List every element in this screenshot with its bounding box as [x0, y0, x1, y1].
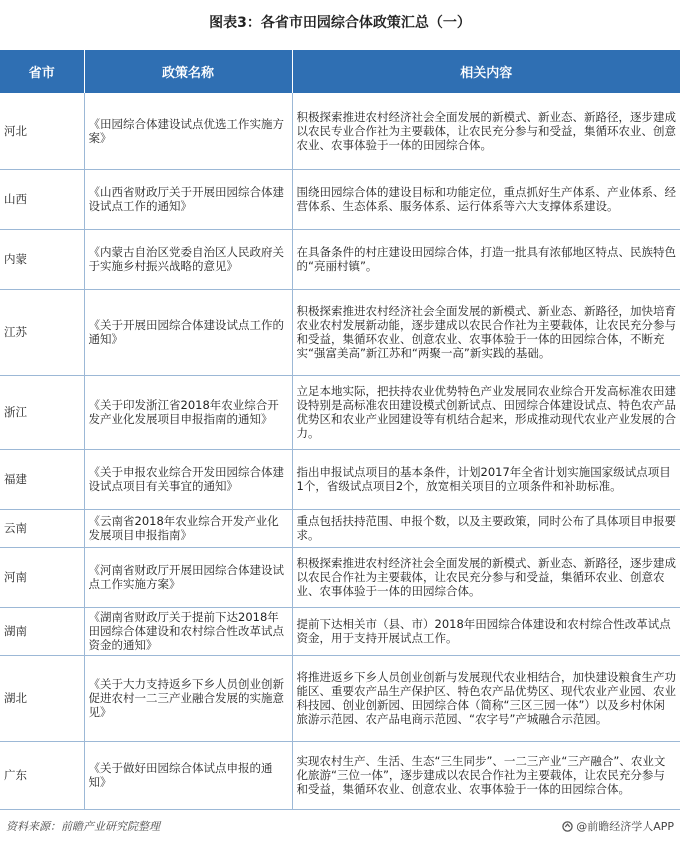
page-title: 图表3：各省市田园综合体政策汇总（一）: [209, 15, 471, 31]
province-cell: 山西: [0, 169, 84, 229]
province-cell: 云南: [0, 509, 84, 547]
table-row: [0, 741, 680, 809]
table-row: [0, 509, 680, 547]
province-cell: 内蒙: [0, 229, 84, 289]
content-cell: 积极探索推进农村经济社会全面发展的新模式、新业态、新路径，逐步建成以农民合作社为主要载体，让农民充分参与和受益，集循环农业、创意农业、农事体验于一体的田园综合体。: [292, 547, 680, 607]
policy-name-cell: 《田园综合体建设试点优选工作实施方案》: [84, 93, 292, 169]
province-cell: 福建: [0, 449, 84, 509]
footer: [0, 814, 680, 836]
content-cell: 重点包括扶持范围、申报个数，以及主要政策，同时公布了具体项目申报要求。: [292, 509, 680, 547]
table-row: [0, 655, 680, 741]
province-cell: 江苏: [0, 289, 84, 375]
table-header-row: [0, 50, 680, 93]
content-cell: 立足本地实际，把扶持农业优势特色产业发展同农业综合开发高标准农田建设特别是高标准农田建设模式创新试点、田园综合体建设试点、特色农产品优势区和农业产业园建设等有机结合起来，形成推动现代农业产业发展的合力。: [292, 375, 680, 449]
content-cell: 指出申报试点项目的基本条件，计划2017年全省计划实施国家级试点项目1个，省级试点项目2个，放宽相关项目的立项条件和补助标准。: [292, 449, 680, 509]
table-row: [0, 93, 680, 169]
province-cell: 广东: [0, 741, 84, 809]
province-cell: 河南: [0, 547, 84, 607]
policy-name-cell: 《云南省2018年农业综合开发产业化发展项目申报指南》: [84, 509, 292, 547]
table-row: [0, 289, 680, 375]
table-row: [0, 547, 680, 607]
table-row: [0, 169, 680, 229]
policy-name-cell: 《关于做好田园综合体试点申报的通知》: [84, 741, 292, 809]
brand-credit: [562, 818, 674, 834]
province-cell: 浙江: [0, 375, 84, 449]
content-cell: 将推进返乡下乡人员创业创新与发展现代农业相结合，加快建设粮食生产功能区、重要农产品生产保护区、特色农产品优势区、现代农业产业园、农业科技园、创业创新园、田园综合体（简称“三区三园一体”）以及乡村休闲旅游示范园、农产品电商示范园、“农字号”产城融合示范园。: [292, 655, 680, 741]
policy-name-cell: 《河南省财政厅开展田园综合体建设试点工作实施方案》: [84, 547, 292, 607]
policy-name-cell: 《内蒙古自治区党委自治区人民政府关于实施乡村振兴战略的意见》: [84, 229, 292, 289]
policy-name-cell: 《关于申报农业综合开发田园综合体建设试点项目有关事宜的通知》: [84, 449, 292, 509]
content-cell: 实现农村生产、生活、生态“三生同步”、一二三产业“三产融合”、农业文化旅游“三位一体”，逐步建成以农民合作社为主要载体，让农民充分参与和受益，集循环农业、创意农业、农事体验于一体的田园综合体。: [292, 741, 680, 809]
content-cell: 积极探索推进农村经济社会全面发展的新模式、新业态、新路径，加快培育农业农村发展新动能，逐步建成以农民合作社为主要载体，让农民充分参与和受益，集循环农业、创意农业、农事体验于一体的田园综合体，不断充实“强富美高”新江苏和“两聚一高”新实践的基础。: [292, 289, 680, 375]
policy-table: [0, 50, 680, 810]
policy-name-cell: 《湖南省财政厅关于提前下达2018年田园综合体建设和农村综合性改革试点资金的通知》: [84, 607, 292, 655]
policy-name-cell: 《关于大力支持返乡下乡人员创业创新促进农村一二三产业融合发展的实施意见》: [84, 655, 292, 741]
table-row: [0, 449, 680, 509]
content-cell: 提前下达相关市（县、市）2018年田园综合体建设和农村综合性改革试点资金，用于支持开展试点工作。: [292, 607, 680, 655]
header-content: 相关内容: [292, 50, 680, 93]
province-cell: 湖北: [0, 655, 84, 741]
brand-text: @前瞻经济学人APP: [576, 820, 674, 833]
policy-name-cell: 《山西省财政厅关于开展田园综合体建设试点工作的通知》: [84, 169, 292, 229]
content-cell: 围绕田园综合体的建设目标和功能定位，重点抓好生产体系、产业体系、经营体系、生态体系、服务体系、运行体系等六大支撑体系建设。: [292, 169, 680, 229]
province-cell: 湖南: [0, 607, 84, 655]
content-cell: 在具备条件的村庄建设田园综合体，打造一批具有浓郁地区特点、民族特色的“亮丽村镇”。: [292, 229, 680, 289]
table-row: [0, 607, 680, 655]
policy-name-cell: 《关于印发浙江省2018年农业综合开发产业化发展项目申报指南的通知》: [84, 375, 292, 449]
header-policy: 政策名称: [84, 50, 292, 93]
policy-name-cell: 《关于开展田园综合体建设试点工作的通知》: [84, 289, 292, 375]
brand-logo-icon: [562, 821, 573, 832]
content-cell: 积极探索推进农村经济社会全面发展的新模式、新业态、新路径，逐步建成以农民专业合作社为主要载体，让农民充分参与和受益，集循环农业、创意农业、农事体验于一体的田园综合体。: [292, 93, 680, 169]
table-row: [0, 375, 680, 449]
table-row: [0, 229, 680, 289]
province-cell: 河北: [0, 93, 84, 169]
header-province: 省市: [0, 50, 84, 93]
source-note: 资料来源：前瞻产业研究院整理: [6, 820, 160, 833]
